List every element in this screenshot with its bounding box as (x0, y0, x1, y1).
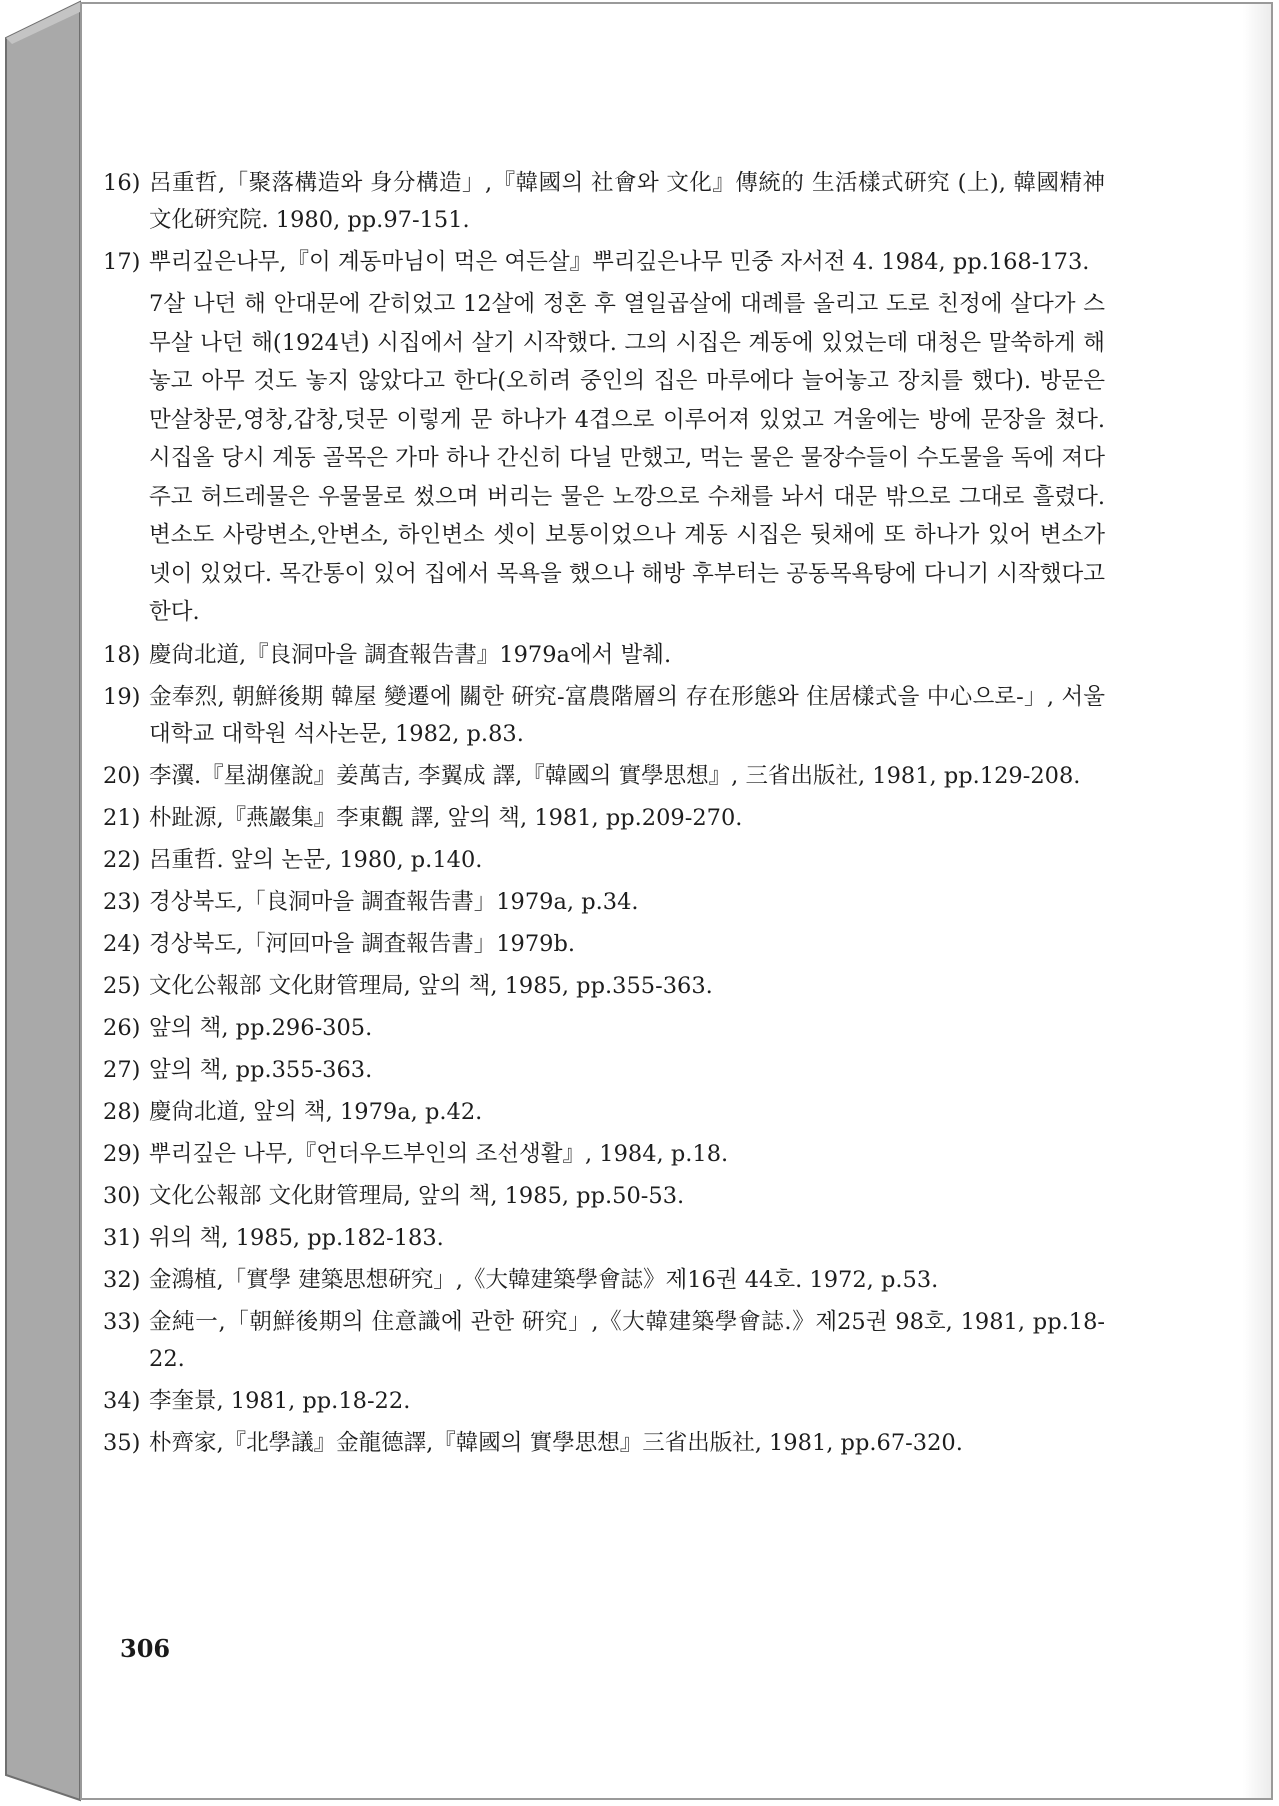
endnote-number: 21) (103, 804, 141, 831)
page-number: 306 (120, 1634, 171, 1663)
endnote (103, 1262, 1105, 1299)
endnote-text: 慶尙北道,『良洞마을 調査報告書』1979a에서 발췌. (149, 641, 672, 668)
endnote (103, 842, 1105, 879)
endnote (103, 1136, 1105, 1173)
endnote-text: 뿌리깊은 나무,『언더우드부인의 조선생활』, 1984, p.18. (149, 1140, 729, 1167)
endnotes-list (103, 165, 1105, 1467)
endnote-number: 23) (103, 888, 141, 915)
endnote-text: 文化公報部 文化財管理局, 앞의 책, 1985, pp.50-53. (149, 1182, 685, 1209)
endnote (103, 758, 1105, 795)
endnote-number: 27) (103, 1056, 141, 1083)
endnote-number: 34) (103, 1387, 141, 1414)
endnote-number: 29) (103, 1140, 141, 1167)
endnote-number: 28) (103, 1098, 141, 1125)
endnote-number: 24) (103, 930, 141, 957)
endnote (103, 926, 1105, 963)
endnote (103, 1178, 1105, 1215)
endnote-number: 35) (103, 1429, 141, 1456)
endnote-text: 앞의 책, pp.296-305. (149, 1014, 373, 1041)
endnote-number: 30) (103, 1182, 141, 1209)
endnote-text: 文化公報部 文化財管理局, 앞의 책, 1985, pp.355-363. (149, 972, 713, 999)
endnote (103, 1052, 1105, 1089)
endnote (103, 244, 1105, 632)
endnote-text: 앞의 책, pp.355-363. (149, 1056, 373, 1083)
endnote-text: 慶尙北道, 앞의 책, 1979a, p.42. (149, 1098, 483, 1125)
endnote (103, 968, 1105, 1005)
endnote-number: 32) (103, 1266, 141, 1293)
endnote (103, 165, 1105, 239)
endnote-number: 26) (103, 1014, 141, 1041)
endnote-text: 呂重哲. 앞의 논문, 1980, p.140. (149, 846, 483, 873)
endnote (103, 1383, 1105, 1420)
endnote-text: 呂重哲,「聚落構造와 身分構造」,『韓國의 社會와 文化』傳統的 生活樣式硏究 (上), 韓國精神文化硏究院. 1980, pp.97-151. (149, 170, 1105, 233)
endnote-number: 22) (103, 846, 141, 873)
endnote (103, 800, 1105, 837)
endnote (103, 637, 1105, 674)
endnote-number: 31) (103, 1224, 141, 1251)
endnote (103, 1094, 1105, 1131)
endnote-number: 17) (103, 249, 141, 275)
endnote (103, 1220, 1105, 1257)
endnote (103, 1425, 1105, 1462)
endnote-paragraph: 7살 나던 해 안대문에 갇히었고 12살에 정혼 후 열일곱살에 대례를 올리고 도로 친정에 살다가 스무살 나던 해(1924년) 시집에서 살기 시작했다. 그의 시집은 계동에 있었는데 대청은 말쑥하게 해 놓고 아무 것도 놓지 않았다고 한다(오히려 중인의 집은 마루에다 늘어놓고 장치를 했다). 방문은 만살창문,영창,갑창,덧문 이렇게 문 하나가 4겹으로 이루어져 있었고 겨울에는 방에 문장을 쳤다. 시집올 당시 계동 골목은 가마 하나 간신히 다닐 만했고, 먹는 물은 물장수들이 수도물을 독에 져다주고 허드레물은 우물물로 썼으며 버리는 물은 노깡으로 수채를 놔서 대문 밖으로 그대로 흘렸다. 변소도 사랑변소,안변소, 하인변소 셋이 보통이었으나 계동 시집은 뒷채에 또 하나가 있어 변소가 넷이 있었다. 목간통이 있어 집에서 목욕을 했으나 해방 후부터는 공동목욕탕에 다니기 시작했다고 한다. (149, 291, 1105, 625)
endnote-number: 25) (103, 972, 141, 999)
endnote-text: 경상북도,「河回마을 調査報告書」1979b. (149, 930, 576, 957)
endnote-number: 18) (103, 641, 141, 668)
endnote-number: 16) (103, 170, 141, 196)
endnote-number: 33) (103, 1308, 141, 1335)
endnote-text: 朴齊家,『北學議』金龍德譯,『韓國의 實學思想』三省出版社, 1981, pp.67-320. (149, 1429, 963, 1456)
endnote-text: 뿌리깊은나무,『이 계동마님이 먹은 여든살』뿌리깊은나무 민중 자서전 4. 1984, pp.168-173. (149, 249, 1090, 275)
endnote-text: 金奉烈, 朝鮮後期 韓屋 變遷에 關한 硏究-富農階層의 存在形態와 住居樣式을 中心으로-」, 서울대학교 대학원 석사논문, 1982, p.83. (149, 683, 1105, 747)
endnote-text: 李瀷.『星湖僿說』姜萬吉, 李翼成 譯,『韓國의 實學思想』, 三省出版社, 1981, pp.129-208. (149, 762, 1081, 789)
endnote-text: 경상북도,「良洞마을 調査報告書」1979a, p.34. (149, 888, 639, 915)
endnote (103, 679, 1105, 753)
endnote (103, 1304, 1105, 1378)
endnote-text: 金純一,「朝鮮後期의 住意識에 관한 硏究」,《大韓建築學會誌.》제25권 98호, 1981, pp.18-22. (149, 1308, 1105, 1372)
endnote (103, 1010, 1105, 1047)
endnote-text: 朴趾源,『燕巖集』李東觀 譯, 앞의 책, 1981, pp.209-270. (149, 804, 743, 831)
endnote (103, 884, 1105, 921)
endnote-text: 金鴻植,「實學 建築思想硏究」,《大韓建築學會誌》제16권 44호. 1972, p.53. (149, 1266, 939, 1293)
endnote-text: 위의 책, 1985, pp.182-183. (149, 1224, 444, 1251)
endnote-text: 李奎景, 1981, pp.18-22. (149, 1387, 411, 1414)
endnote-number: 20) (103, 762, 141, 789)
endnote-number: 19) (103, 683, 141, 710)
